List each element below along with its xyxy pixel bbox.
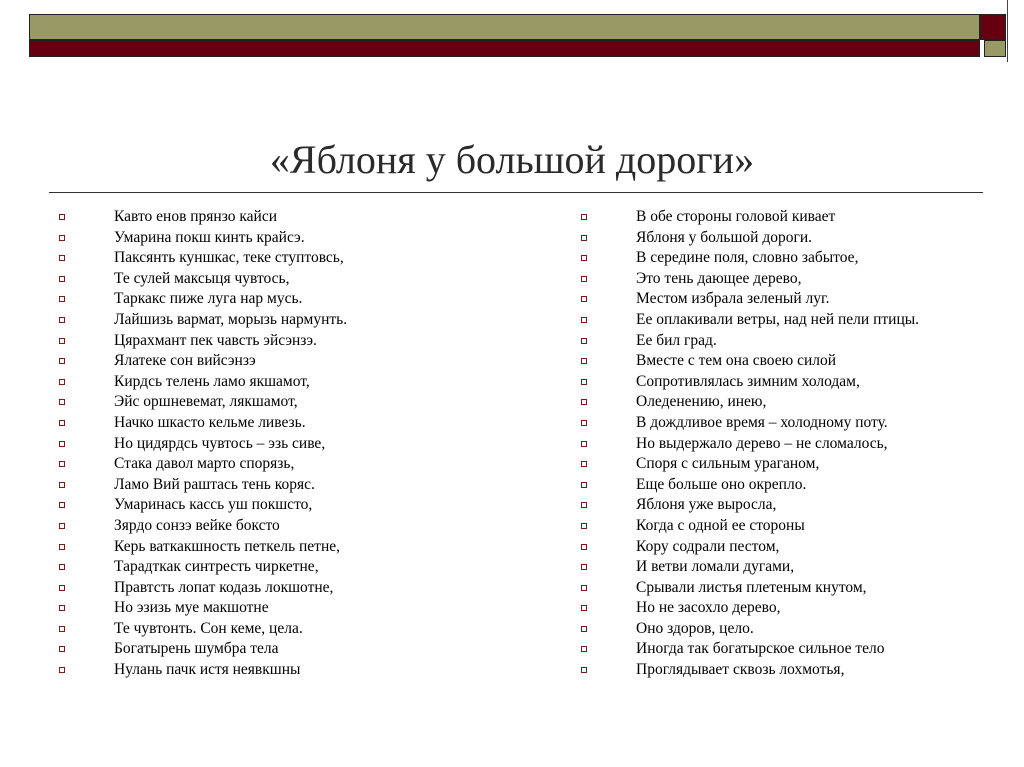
left-column-line-text: Но эзизь муе макшотне <box>114 599 269 617</box>
right-column-line <box>580 289 1000 310</box>
square-bullet-icon <box>581 523 587 529</box>
right-column-line-text: Споря с сильным ураганом, <box>636 455 820 473</box>
left-column-line <box>58 372 518 393</box>
right-column-line <box>580 578 1000 599</box>
right-column-line-text: Кору содрали пестом, <box>636 537 780 555</box>
right-column-line <box>580 228 1000 249</box>
right-column-line-text: Оно здоров, цело. <box>636 619 754 637</box>
right-column-line <box>580 660 1000 681</box>
square-bullet-icon <box>581 441 587 447</box>
square-bullet-icon <box>59 276 65 282</box>
square-bullet-icon <box>59 461 65 467</box>
square-bullet-icon <box>59 544 65 550</box>
square-bullet-icon <box>581 420 587 426</box>
right-column-line <box>580 413 1000 434</box>
square-bullet-icon <box>59 441 65 447</box>
square-bullet-icon <box>59 255 65 261</box>
header-bar-maroon <box>29 40 980 57</box>
left-column-line <box>58 495 518 516</box>
right-column-line-text: Но выдержало дерево – не сломалось, <box>636 434 888 452</box>
right-column-line-text: Местом избрала зеленый луг. <box>636 290 830 308</box>
left-column-line <box>58 578 518 599</box>
square-bullet-icon <box>59 235 65 241</box>
square-bullet-icon <box>581 626 587 632</box>
square-bullet-icon <box>59 564 65 570</box>
right-column-line <box>580 598 1000 619</box>
left-column-line-text: Зярдо сонзэ вейке боксто <box>114 516 280 534</box>
left-column-list <box>58 207 518 681</box>
left-column-line-text: Начко шкасто кельме ливезь. <box>114 413 306 431</box>
right-column-line <box>580 639 1000 660</box>
right-column-line-text: В обе стороны головой кивает <box>636 208 836 225</box>
right-column-line <box>580 434 1000 455</box>
left-column-line-text: Ламо Вий раштась тень коряс. <box>114 475 315 493</box>
left-column-line-text: Умаринась кассь уш покшсто, <box>114 496 313 514</box>
square-bullet-icon <box>581 482 587 488</box>
corner-square-olive <box>984 40 1006 57</box>
right-column-line-text: Проглядывает сквозь лохмотья, <box>636 661 845 679</box>
right-column-line-text: Еще больше оно окрепло. <box>636 475 807 493</box>
square-bullet-icon <box>59 420 65 426</box>
square-bullet-icon <box>59 482 65 488</box>
left-column-line <box>58 289 518 310</box>
right-column-line <box>580 537 1000 558</box>
left-column-line-text: Лайшизь вармат, морызь нармунть. <box>114 310 348 328</box>
square-bullet-icon <box>581 317 587 323</box>
corner-square-maroon <box>980 14 1006 40</box>
square-bullet-icon <box>581 276 587 282</box>
left-column-line-text: Умарина покш кинть крайсэ. <box>114 228 305 246</box>
left-column-line-text: Те чувтонть. Сон кеме, цела. <box>114 619 303 637</box>
left-column-line <box>58 557 518 578</box>
left-column-line <box>58 392 518 413</box>
square-bullet-icon <box>581 544 587 550</box>
right-column-line <box>580 351 1000 372</box>
square-bullet-icon <box>581 379 587 385</box>
left-column-line <box>58 228 518 249</box>
right-column-line <box>580 207 1000 228</box>
left-column-line-text: Богатырень шумбра тела <box>114 640 279 658</box>
left-column-line-text: Цярахмант пек чавсть эйсэнзэ. <box>114 331 317 349</box>
right-column-line-text: Когда с одной ее стороны <box>636 516 805 534</box>
right-column-line <box>580 557 1000 578</box>
left-column-line <box>58 598 518 619</box>
square-bullet-icon <box>581 255 587 261</box>
right-column-line-text: В дождливое время – холодному поту. <box>636 413 888 431</box>
square-bullet-icon <box>59 358 65 364</box>
square-bullet-icon <box>59 296 65 302</box>
right-column-line-text: Оледенению, инею, <box>636 393 767 411</box>
square-bullet-icon <box>581 214 587 220</box>
left-column-line-text: Но цидярдсь чувтось – эзь сиве, <box>114 434 326 452</box>
left-column-line <box>58 248 518 269</box>
right-column-line <box>580 269 1000 290</box>
corner-vertical-line <box>1007 0 1008 62</box>
square-bullet-icon <box>581 564 587 570</box>
right-column-line <box>580 248 1000 269</box>
left-column-line-text: Паксянть куншкас, теке ступтовсь, <box>114 249 344 267</box>
square-bullet-icon <box>59 667 65 673</box>
left-column-line-text: Кавто енов прянзо кайси <box>114 208 278 225</box>
left-column-line-text: Эйс оршневемат, лякшамот, <box>114 393 298 411</box>
right-column-line <box>580 454 1000 475</box>
right-column-line-text: Но не засохло дерево, <box>636 599 781 617</box>
square-bullet-icon <box>59 646 65 652</box>
left-column-line <box>58 619 518 640</box>
left-column-line-text: Кирдсь телень ламо якшамот, <box>114 372 310 390</box>
square-bullet-icon <box>59 626 65 632</box>
left-column-line-text: Керь ваткакшность петкель петне, <box>114 537 341 555</box>
right-column-line-text: Вместе с тем она своею силой <box>636 352 837 370</box>
right-column-line-text: В середине поля, словно забытое, <box>636 249 859 267</box>
left-column-line <box>58 660 518 681</box>
square-bullet-icon <box>59 338 65 344</box>
left-column-line <box>58 207 518 228</box>
right-column-line <box>580 619 1000 640</box>
right-column-line-text: Иногда так богатырское сильное тело <box>636 640 885 658</box>
right-column-line-text: Срывали листья плетеным кнутом, <box>636 578 867 596</box>
right-column-line <box>580 475 1000 496</box>
left-column-line-text: Тарадткак синтресть чиркетне, <box>114 558 319 576</box>
square-bullet-icon <box>59 317 65 323</box>
right-column-line <box>580 372 1000 393</box>
square-bullet-icon <box>581 646 587 652</box>
left-column-line <box>58 413 518 434</box>
right-column-line-text: И ветви ломали дугами, <box>636 558 795 576</box>
square-bullet-icon <box>59 605 65 611</box>
left-column-line-text: Нулань пачк истя неявкшны <box>114 661 301 679</box>
square-bullet-icon <box>59 585 65 591</box>
square-bullet-icon <box>59 379 65 385</box>
square-bullet-icon <box>581 338 587 344</box>
right-column-line <box>580 310 1000 331</box>
square-bullet-icon <box>59 523 65 529</box>
left-column-line <box>58 537 518 558</box>
right-column-line-text: Яблоня у большой дороги. <box>636 228 813 246</box>
right-column-line <box>580 495 1000 516</box>
header-bar-olive <box>29 14 980 40</box>
square-bullet-icon <box>581 667 587 673</box>
left-column-line <box>58 269 518 290</box>
left-column-line-text: Ялатеке сон вийсэнзэ <box>114 352 256 370</box>
square-bullet-icon <box>581 399 587 405</box>
left-column-line <box>58 516 518 537</box>
right-column-line-text: Яблоня уже выросла, <box>636 496 777 514</box>
left-column-line <box>58 434 518 455</box>
square-bullet-icon <box>581 605 587 611</box>
right-column-line-text: Сопротивлялась зимним холодам, <box>636 372 860 390</box>
square-bullet-icon <box>581 296 587 302</box>
left-column-line-text: Стака давол марто спорязь, <box>114 455 295 473</box>
right-column-line-text: Ее бил град. <box>636 331 717 349</box>
square-bullet-icon <box>581 235 587 241</box>
square-bullet-icon <box>581 461 587 467</box>
left-column-line-text: Правтсть лопат кодазь локшотне, <box>114 578 334 596</box>
left-column-line <box>58 331 518 352</box>
left-column-line <box>58 351 518 372</box>
left-column-line <box>58 639 518 660</box>
square-bullet-icon <box>59 399 65 405</box>
square-bullet-icon <box>59 502 65 508</box>
left-column-line <box>58 454 518 475</box>
right-column-line-text: Ее оплакивали ветры, над ней пели птицы. <box>636 310 920 328</box>
left-column-line-text: Таркакс пиже луга нар мусь. <box>114 290 303 308</box>
square-bullet-icon <box>59 214 65 220</box>
title-divider <box>49 192 983 193</box>
right-column-line <box>580 516 1000 537</box>
right-column-list <box>580 207 1000 681</box>
left-column-line <box>58 475 518 496</box>
slide-title: «Яблоня у большой дороги» <box>269 137 755 182</box>
left-column-line-text: Те сулей максыця чувтось, <box>114 269 290 287</box>
square-bullet-icon <box>581 585 587 591</box>
left-column-line <box>58 310 518 331</box>
square-bullet-icon <box>581 502 587 508</box>
right-column-line <box>580 331 1000 352</box>
right-column-line <box>580 392 1000 413</box>
square-bullet-icon <box>581 358 587 364</box>
right-column-line-text: Это тень дающее дерево, <box>636 269 802 287</box>
